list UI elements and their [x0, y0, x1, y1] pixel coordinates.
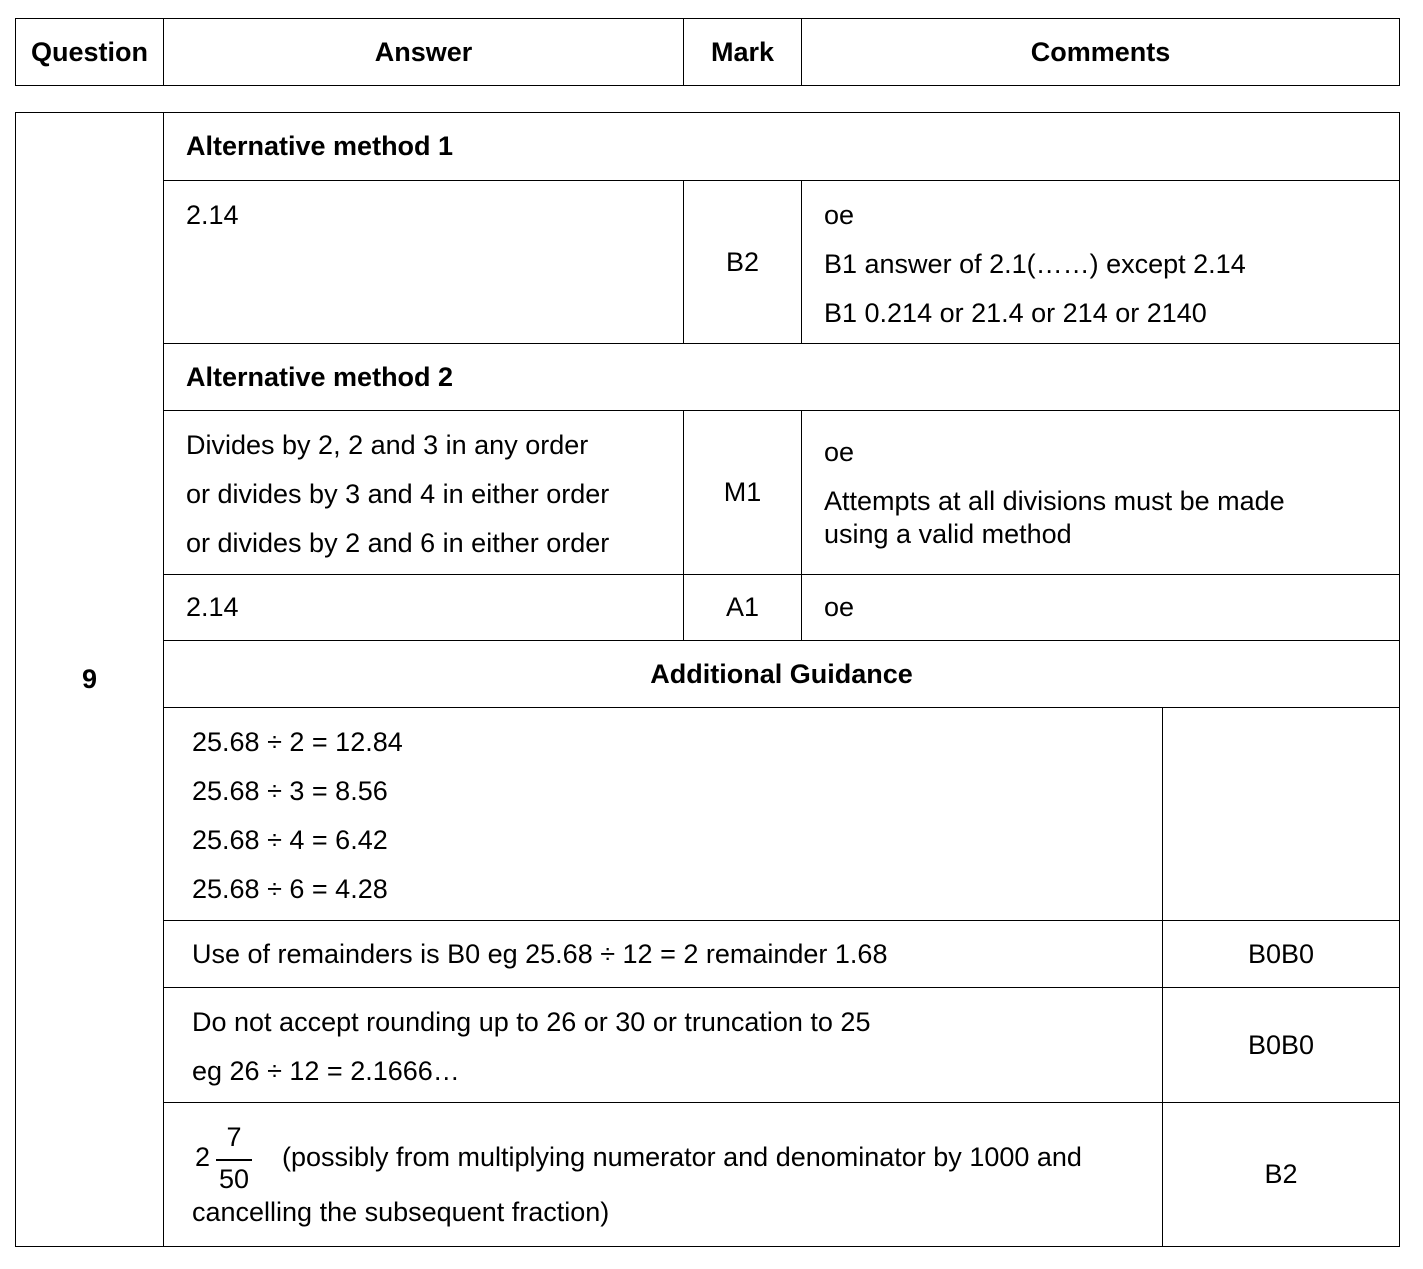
header-mark: [683, 18, 802, 86]
guidance-mark: B0B0: [1247, 938, 1315, 969]
guidance-line: cancelling the subsequent fraction): [192, 1197, 610, 1227]
method2-final-comment: oe: [824, 592, 855, 623]
guidance-mark: B2: [1264, 1159, 1298, 1190]
guidance-title: Additional Guidance: [650, 658, 913, 689]
guidance-row-mark: [1162, 1102, 1400, 1247]
fraction-bar: [216, 1159, 252, 1161]
guidance-line: 25.68 ÷ 2 = 12.84: [192, 727, 403, 757]
method2-mark-cell: [683, 410, 802, 575]
header-mark-label: Mark: [710, 36, 775, 67]
guidance-line: eg 26 ÷ 12 = 2.1666…: [192, 1056, 460, 1086]
header-comments-label: Comments: [1030, 36, 1171, 67]
method1-comments-cell: [801, 180, 1400, 344]
method2-final-answer: 2.14: [186, 592, 239, 623]
fraction: [214, 1121, 254, 1201]
method2-final-comment-cell: [801, 574, 1400, 641]
guidance-line: (possibly from multiplying numerator and denominator by 1000 and: [282, 1142, 1082, 1172]
fraction-denominator: 50: [218, 1164, 250, 1194]
guidance-row-text: [163, 920, 1163, 988]
header-answer: [163, 18, 684, 86]
guidance-row-mark: [1162, 920, 1400, 988]
guidance-row-mark: [1162, 707, 1400, 921]
method2-answer-line: Divides by 2, 2 and 3 in any order: [186, 430, 589, 460]
method2-comment-line: Attempts at all divisions must be made: [824, 486, 1285, 516]
guidance-line: Do not accept rounding up to 26 or 30 or truncation to 25: [192, 1007, 871, 1037]
question-number-cell: [15, 112, 164, 1247]
header-comments: [801, 18, 1400, 86]
method2-title-row: [163, 343, 1400, 411]
method1-mark-cell: [683, 180, 802, 344]
method2-answer-cell: [163, 410, 684, 575]
method2-comment-line: using a valid method: [824, 519, 1072, 549]
method2-final-mark-cell: [683, 574, 802, 641]
guidance-line: Use of remainders is B0 eg 25.68 ÷ 12 = 2 remainder 1.68: [192, 938, 888, 969]
method2-comment-line: oe: [824, 437, 855, 467]
method1-answer-cell: [163, 180, 684, 344]
fraction-numerator: 7: [226, 1122, 242, 1152]
guidance-line: 25.68 ÷ 6 = 4.28: [192, 874, 388, 904]
guidance-title-row: [163, 640, 1400, 708]
header-question: [15, 18, 164, 86]
guidance-mark: B0B0: [1247, 1029, 1315, 1060]
method1-comment-line: B1 answer of 2.1(……) except 2.14: [824, 249, 1246, 279]
question-number: 9: [81, 664, 98, 695]
method1-title-row: [163, 112, 1400, 181]
method2-final-answer-cell: [163, 574, 684, 641]
method2-mark: M1: [723, 477, 762, 508]
method2-comments-cell: [801, 410, 1400, 575]
mixed-number-whole: 2: [195, 1142, 211, 1172]
guidance-row-text: [163, 1102, 1163, 1247]
method1-mark: B2: [725, 246, 760, 277]
header-question-label: Question: [30, 36, 148, 67]
guidance-row-text: [163, 707, 1163, 921]
method2-final-mark: A1: [725, 592, 760, 623]
method1-title: Alternative method 1: [186, 131, 454, 162]
guidance-line: 25.68 ÷ 3 = 8.56: [192, 776, 388, 806]
header-answer-label: Answer: [374, 36, 473, 67]
method2-title: Alternative method 2: [186, 361, 454, 392]
method1-answer: 2.14: [186, 200, 239, 230]
guidance-row-text: [163, 987, 1163, 1103]
method2-answer-line: or divides by 3 and 4 in either order: [186, 479, 610, 509]
guidance-row-mark: [1162, 987, 1400, 1103]
method1-comment-line: B1 0.214 or 21.4 or 214 or 2140: [824, 298, 1207, 328]
guidance-line: 25.68 ÷ 4 = 6.42: [192, 825, 388, 855]
method1-comment-line: oe: [824, 200, 855, 230]
method2-answer-line: or divides by 2 and 6 in either order: [186, 528, 610, 558]
